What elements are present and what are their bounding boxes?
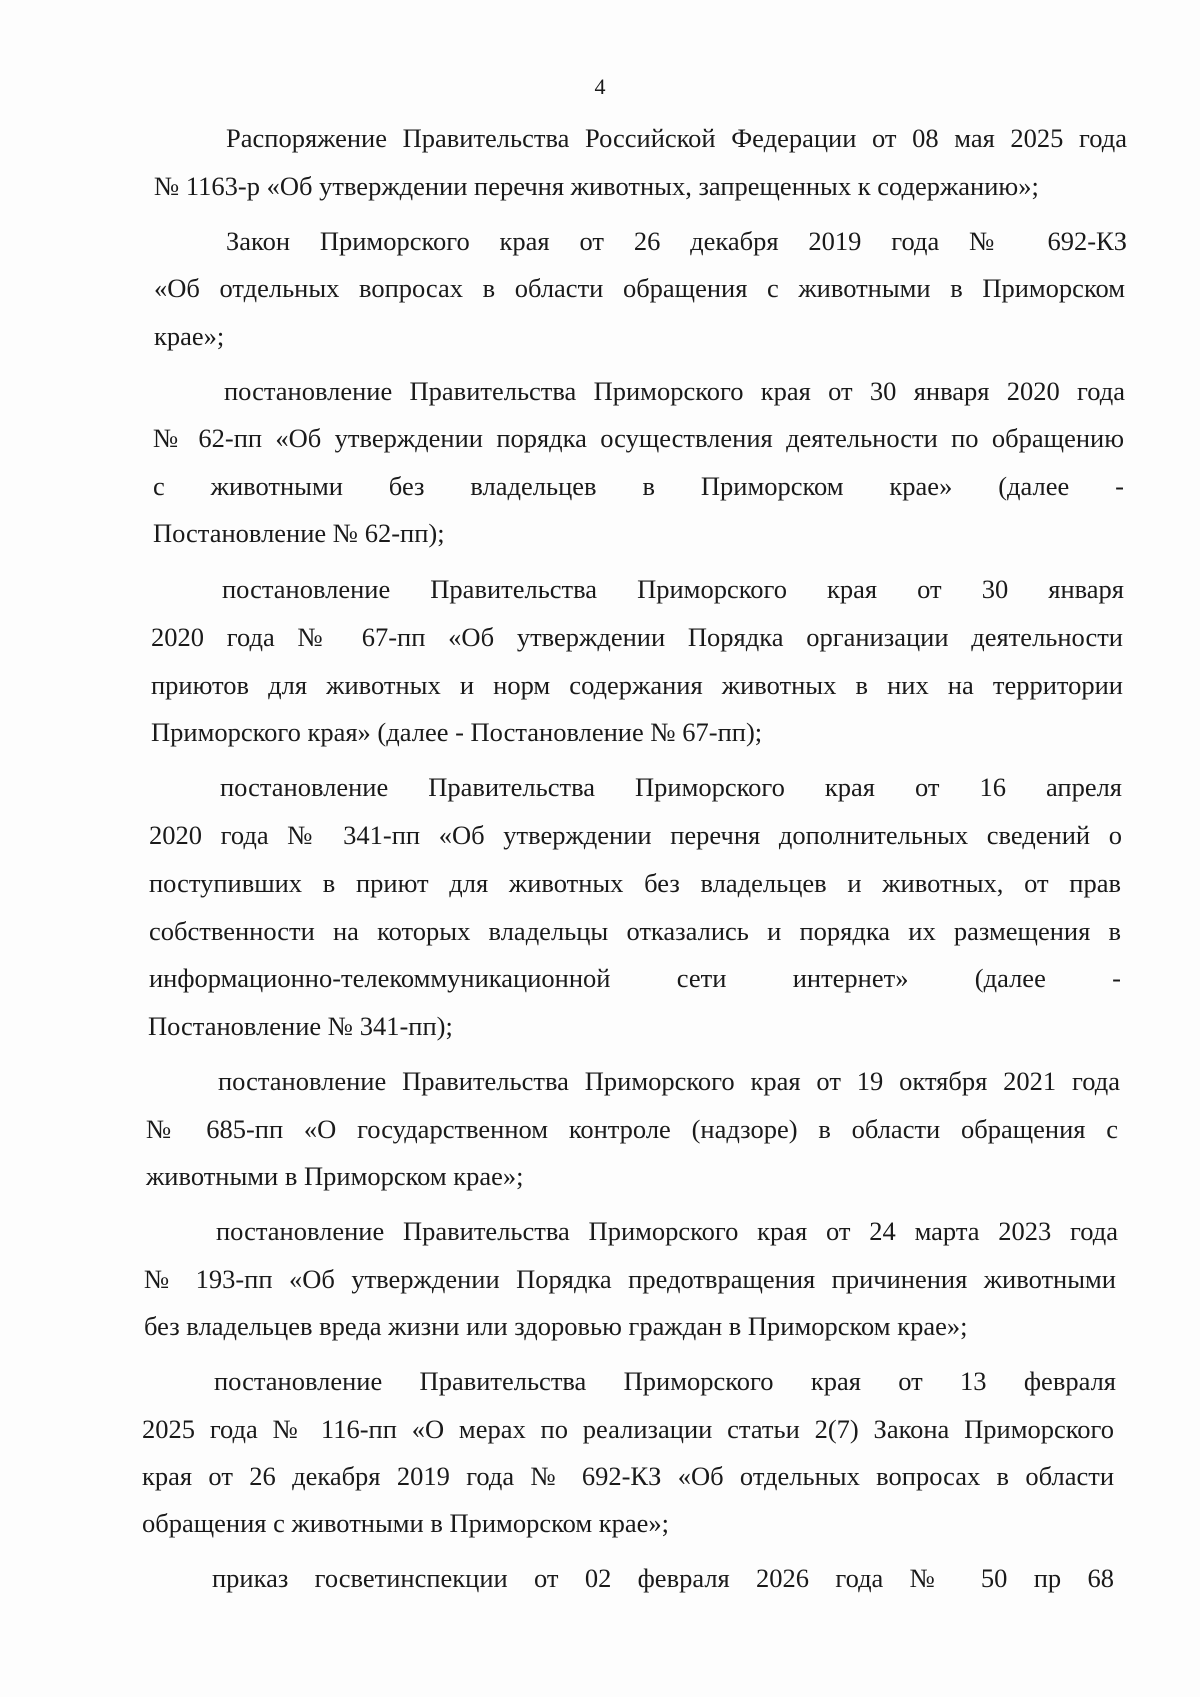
- text-line: Распоряжение Правительства Российской Федерации от 08 мая 2025 года: [226, 123, 1127, 153]
- text-line: № 685-пп «О государственном контроле (надзоре) в области обращения с: [146, 1114, 1118, 1144]
- text-line: 2025 года № 116-пп «О мерах по реализации статьи 2(7) Закона Приморского: [142, 1414, 1114, 1444]
- text-line: № 193-пп «Об утверждении Порядка предотвращения причинения животными: [144, 1264, 1116, 1294]
- text-line: без владельцев вреда жизни или здоровью граждан в Приморском крае»;: [144, 1311, 968, 1341]
- text-line: собственности на которых владельцы отказались и порядка их размещения в: [149, 916, 1121, 946]
- text-line: «Об отдельных вопросах в области обращения с животными в Приморском: [154, 273, 1125, 303]
- text-line: приютов для животных и норм содержания животных в них на территории: [151, 670, 1123, 700]
- text-line: информационно-телекоммуникационной сети интернет» (далее -: [149, 963, 1121, 993]
- text-line: Постановление № 62-пп);: [153, 518, 445, 548]
- text-line: 2020 года № 67-пп «Об утверждении Порядка организации деятельности: [151, 622, 1123, 652]
- text-line: с животными без владельцев в Приморском крае» (далее -: [153, 471, 1124, 501]
- text-line: Постановление № 341-пп);: [148, 1011, 453, 1041]
- text-line: постановление Правительства Приморского края от 19 октября 2021 года: [218, 1066, 1120, 1096]
- text-line: постановление Правительства Приморского края от 30 января: [222, 574, 1124, 604]
- text-line: Приморского края» (далее - Постановление № 67-пп);: [151, 717, 763, 747]
- text-line: 2020 года № 341-пп «Об утверждении перечня дополнительных сведений о: [149, 820, 1122, 850]
- text-line: постановление Правительства Приморского края от 13 февраля: [214, 1366, 1116, 1396]
- text-line: животными в Приморском крае»;: [146, 1161, 524, 1191]
- text-line: приказ госветинспекции от 02 февраля 2026 года № 50 пр 68: [212, 1563, 1114, 1593]
- text-line: края от 26 декабря 2019 года № 692-КЗ «Об отдельных вопросах в области: [142, 1461, 1114, 1491]
- text-line: обращения с животными в Приморском крае»;: [142, 1508, 670, 1538]
- text-line: постановление Правительства Приморского края от 24 марта 2023 года: [216, 1216, 1118, 1246]
- text-line: постановление Правительства Приморского края от 30 января 2020 года: [224, 376, 1125, 406]
- text-line: крае»;: [154, 321, 225, 351]
- page-number: 4: [594, 74, 606, 99]
- text-line: № 1163-р «Об утверждении перечня животных, запрещенных к содержанию»;: [154, 171, 1039, 201]
- text-line: поступивших в приют для животных без владельцев и животных, от прав: [149, 868, 1121, 898]
- text-line: Закон Приморского края от 26 декабря 2019 года № 692-КЗ: [226, 226, 1127, 256]
- text-line: № 62-пп «Об утверждении порядка осуществления деятельности по обращению: [153, 423, 1124, 453]
- text-line: постановление Правительства Приморского края от 16 апреля: [220, 772, 1122, 802]
